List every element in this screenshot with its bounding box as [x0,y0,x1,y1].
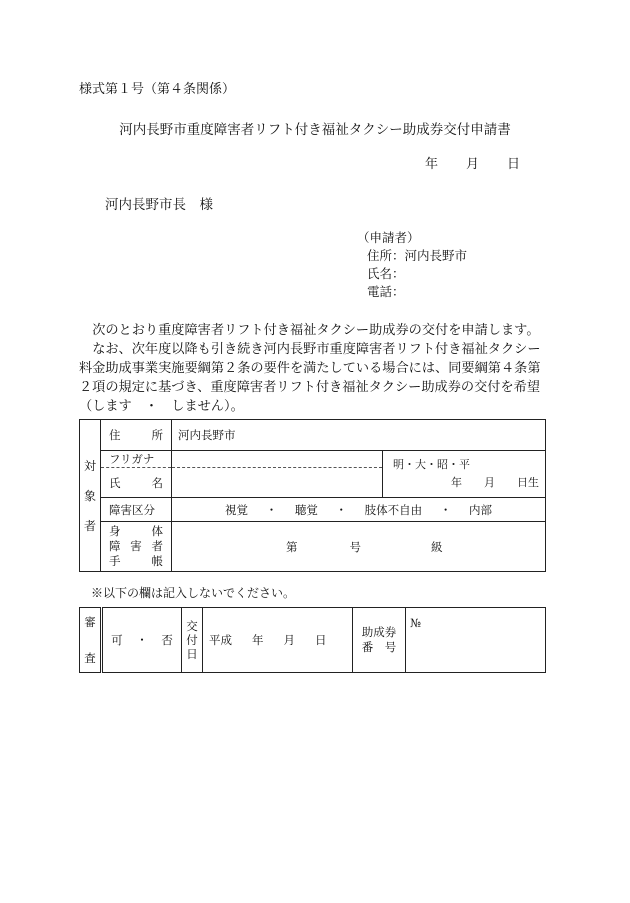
applicant-address[interactable]: 住所：河内長野市 [367,248,468,263]
disability-label: 障害区分 [101,498,172,522]
option-physical[interactable]: 肢体不自由 [364,502,423,517]
request-text [79,321,549,416]
option-hearing[interactable]: 聴覚 [294,502,318,517]
furigana-field[interactable] [172,451,383,468]
request-paragraph-2: なお、次年度以降も引き続き河内長野市重度障害者リフト付き福祉タクシー料金助成事業実施要綱第２条の要件を満たしている場合には、同要綱第４条第２項の規定に基づき、重度障害者リフト付き福祉タクシー助成券の交付を希望 [79,342,541,395]
request-paragraph-1: 次のとおり重度障害者リフト付き福祉タクシー助成券の交付を申請します。 [92,323,540,338]
applicant-name[interactable]: 氏名： [367,266,405,281]
issue-date-field[interactable]: 平成 年 月 日 [203,608,353,673]
handbook-field[interactable]: 第 号 級 [172,522,546,572]
date-month: 月 [466,157,480,172]
applicant-label: （申請者） [357,230,420,245]
addressee: 河内長野市長 様 [105,197,213,213]
name-field[interactable] [172,468,383,498]
option-visual[interactable]: 視覚 [225,502,249,517]
furigana-label: フリガナ [101,451,172,468]
option-internal[interactable]: 内部 [468,502,492,517]
issue-date-label: 交 付 日 [182,608,203,673]
date-line [425,153,520,172]
disability-options: 視覚 ・ 聴覚 ・ 肢体不自由 ・ 内部 [172,498,546,522]
address-field[interactable]: 河内長野市 [172,420,546,451]
date-year: 年 [425,157,439,172]
office-use-note: ※以下の欄は記入しないでください。 [91,586,296,600]
form-number: 様式第１号（第４条関係） [79,82,236,97]
coupon-number-label: 助成券 番 号 [353,608,406,673]
review-result-field[interactable]: 可 ・ 否 [102,608,182,673]
address-label: 住 所 [101,420,172,451]
name-label: 氏 名 [101,468,172,498]
coupon-number-field[interactable]: № [406,608,546,673]
review-label: 審 査 [80,608,102,673]
document-title: 河内長野市重度障害者リフト付き福祉タクシー助成券交付申請書 [119,122,511,138]
applicant-block [357,229,467,301]
birth-date-field[interactable]: 明・大・昭・平 年 月 日生 [383,451,546,498]
subject-table [79,419,546,572]
renewal-choice[interactable]: （します ・ しません）。 [79,399,244,414]
date-day: 日 [507,157,521,172]
applicant-phone[interactable]: 電話： [367,284,405,299]
office-use-table [79,607,546,673]
subject-side-label: 対 象 者 [80,420,101,572]
handbook-label: 身 体 障 害 者 手 帳 [101,522,172,572]
